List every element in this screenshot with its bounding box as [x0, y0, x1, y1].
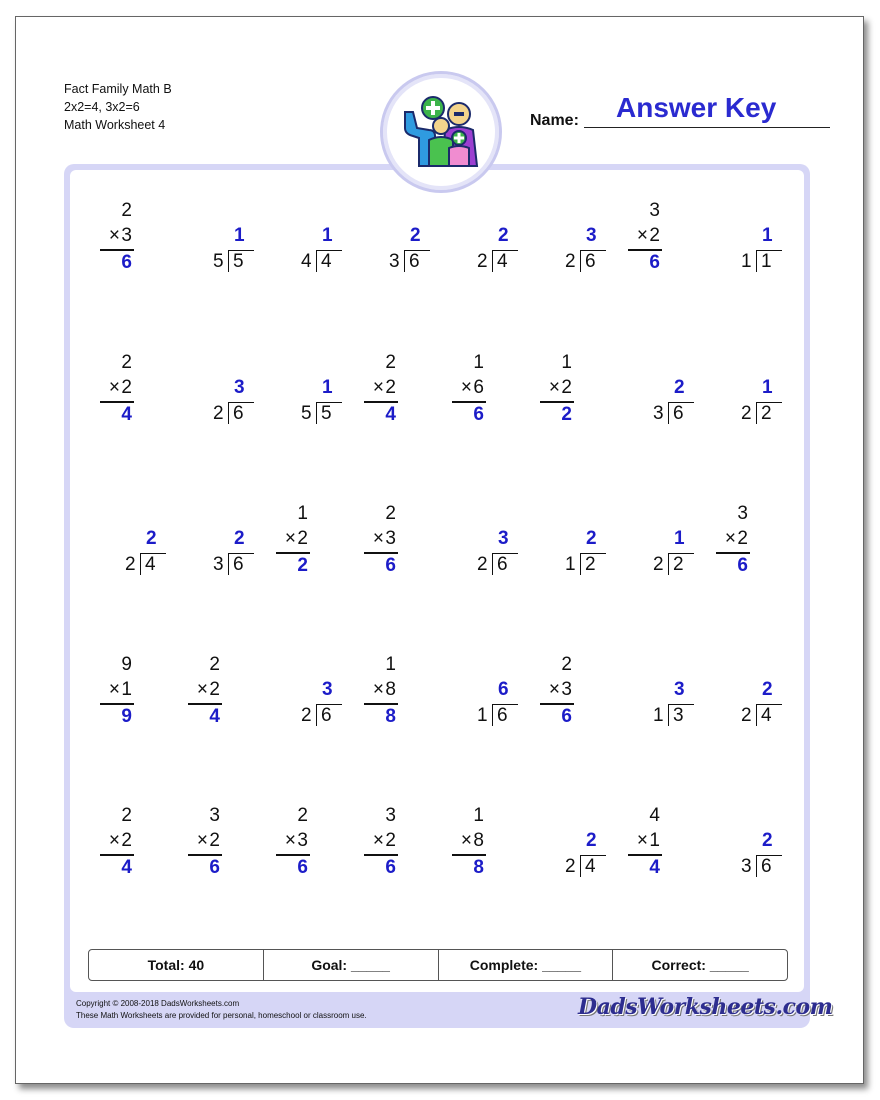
multiplier: 2 — [561, 377, 572, 398]
multiply-sign: × — [108, 830, 120, 851]
multiplication-problem — [98, 805, 168, 895]
answer-line — [716, 552, 750, 554]
copyright-notice — [76, 998, 367, 1022]
dividend: 2 — [673, 554, 684, 575]
division-bracket-side — [492, 250, 493, 272]
divisor: 2 — [477, 554, 488, 575]
problems-grid — [70, 170, 804, 992]
answer: 4 — [209, 706, 220, 727]
multiplicand: 2 — [385, 352, 396, 373]
quotient: 3 — [586, 225, 597, 246]
answer-line — [540, 703, 574, 705]
multiply-sign: × — [372, 679, 384, 700]
multiply-sign: × — [108, 679, 120, 700]
multiplicand: 1 — [385, 654, 396, 675]
division-problem — [538, 503, 608, 593]
multiplier: 8 — [473, 830, 484, 851]
multiplication-problem — [186, 654, 256, 744]
multiplier: 2 — [737, 528, 748, 549]
division-bracket-side — [668, 704, 669, 726]
answer: 4 — [385, 404, 396, 425]
answer: 6 — [649, 252, 660, 273]
divisor: 2 — [477, 251, 488, 272]
multiplicand: 3 — [649, 200, 660, 221]
multiplication-problem — [538, 352, 608, 442]
complete-field[interactable]: Complete: _____ — [439, 950, 614, 980]
multiplier: 6 — [473, 377, 484, 398]
divisor: 4 — [301, 251, 312, 272]
usage-notice: These Math Worksheets are provided for personal, homeschool or classroom use. — [76, 1011, 367, 1020]
multiply-sign: × — [372, 830, 384, 851]
quotient: 2 — [586, 528, 597, 549]
multiplication-problem — [362, 352, 432, 442]
quotient: 6 — [498, 679, 509, 700]
divisor: 1 — [477, 705, 488, 726]
multiplicand: 1 — [561, 352, 572, 373]
dividend: 6 — [233, 554, 244, 575]
multiplication-problem — [98, 654, 168, 744]
division-bracket-side — [580, 553, 581, 575]
multiply-sign: × — [548, 377, 560, 398]
answer: 8 — [385, 706, 396, 727]
total-count: Total: 40 — [89, 950, 264, 980]
dividend: 2 — [761, 403, 772, 424]
division-bracket-side — [228, 553, 229, 575]
multiplication-problem — [714, 503, 784, 593]
answer: 4 — [121, 857, 132, 878]
division-problem — [626, 503, 696, 593]
multiply-sign: × — [372, 528, 384, 549]
quotient: 2 — [586, 830, 597, 851]
answer-line — [100, 854, 134, 856]
quotient: 2 — [234, 528, 245, 549]
dividend: 5 — [321, 403, 332, 424]
multiplier: 2 — [121, 377, 132, 398]
multiplicand: 1 — [473, 805, 484, 826]
multiplication-problem — [98, 352, 168, 442]
division-problem — [450, 200, 520, 290]
answer: 6 — [209, 857, 220, 878]
multiplier: 2 — [649, 225, 660, 246]
multiplicand: 2 — [121, 805, 132, 826]
dividend: 6 — [233, 403, 244, 424]
dividend: 3 — [673, 705, 684, 726]
quotient: 2 — [410, 225, 421, 246]
division-problem — [450, 503, 520, 593]
dividend: 6 — [673, 403, 684, 424]
division-bracket-side — [316, 402, 317, 424]
answer-line — [188, 854, 222, 856]
multiplicand: 1 — [473, 352, 484, 373]
answer-line — [100, 703, 134, 705]
multiplier: 3 — [297, 830, 308, 851]
multiply-sign: × — [284, 528, 296, 549]
dividend: 5 — [233, 251, 244, 272]
multiplicand: 3 — [385, 805, 396, 826]
division-problem — [274, 654, 344, 744]
answer: 6 — [737, 555, 748, 576]
multiply-sign: × — [548, 679, 560, 700]
divisor: 5 — [213, 251, 224, 272]
multiply-sign: × — [724, 528, 736, 549]
worksheet-facts: 2x2=4, 3x2=6 — [64, 100, 140, 114]
multiplicand: 2 — [121, 200, 132, 221]
answer-key-label: Answer Key — [616, 92, 777, 123]
multiplication-problem — [450, 805, 520, 895]
divisor: 3 — [213, 554, 224, 575]
answer-line — [364, 552, 398, 554]
divisor: 2 — [565, 856, 576, 877]
division-problem — [98, 503, 168, 593]
answer-line — [628, 854, 662, 856]
division-problem — [450, 654, 520, 744]
division-bracket-side — [668, 402, 669, 424]
dividend: 4 — [145, 554, 156, 575]
multiplication-problem — [274, 805, 344, 895]
problems-frame — [64, 164, 810, 1028]
multiplication-problem — [626, 805, 696, 895]
dividend: 6 — [761, 856, 772, 877]
dividend: 6 — [321, 705, 332, 726]
answer-line — [452, 401, 486, 403]
dividend: 2 — [585, 554, 596, 575]
dividend: 4 — [585, 856, 596, 877]
answer: 2 — [297, 555, 308, 576]
divisor: 2 — [301, 705, 312, 726]
answer: 4 — [649, 857, 660, 878]
multiplicand: 3 — [209, 805, 220, 826]
multiplier: 2 — [385, 830, 396, 851]
multiplier: 1 — [121, 679, 132, 700]
multiplicand: 9 — [121, 654, 132, 675]
multiplier: 3 — [385, 528, 396, 549]
dividend: 6 — [497, 705, 508, 726]
answer-line — [628, 249, 662, 251]
answer-line — [364, 854, 398, 856]
dividend: 4 — [761, 705, 772, 726]
dividend: 6 — [497, 554, 508, 575]
worksheet-title: Fact Family Math B — [64, 82, 172, 96]
divisor: 3 — [653, 403, 664, 424]
division-problem — [274, 200, 344, 290]
quotient: 3 — [322, 679, 333, 700]
divisor: 2 — [741, 705, 752, 726]
divisor: 5 — [301, 403, 312, 424]
multiplication-problem — [362, 805, 432, 895]
division-problem — [186, 503, 256, 593]
division-bracket-side — [756, 402, 757, 424]
division-bracket-side — [756, 855, 757, 877]
multiplication-problem — [98, 200, 168, 290]
multiplicand: 2 — [297, 805, 308, 826]
answer-line — [452, 854, 486, 856]
divisor: 1 — [653, 705, 664, 726]
answer: 6 — [297, 857, 308, 878]
answer-line — [276, 854, 310, 856]
answer: 6 — [385, 857, 396, 878]
multiplication-problem — [450, 352, 520, 442]
division-problem — [274, 352, 344, 442]
multiplicand: 1 — [297, 503, 308, 524]
quotient: 1 — [322, 377, 333, 398]
quotient: 3 — [234, 377, 245, 398]
division-problem — [626, 654, 696, 744]
divisor: 2 — [653, 554, 664, 575]
multiplier: 2 — [209, 830, 220, 851]
division-problem — [186, 352, 256, 442]
answer: 4 — [121, 404, 132, 425]
multiplier: 2 — [297, 528, 308, 549]
answer: 8 — [473, 857, 484, 878]
multiply-sign: × — [636, 830, 648, 851]
division-bracket-side — [316, 250, 317, 272]
answer: 9 — [121, 706, 132, 727]
divisor: 2 — [565, 251, 576, 272]
brand-logo: DadsWorksheets.com — [578, 994, 833, 1020]
dividend: 6 — [585, 251, 596, 272]
division-bracket-side — [316, 704, 317, 726]
division-problem — [362, 200, 432, 290]
multiplicand: 2 — [385, 503, 396, 524]
quotient: 2 — [498, 225, 509, 246]
divisor: 3 — [389, 251, 400, 272]
multiplication-problem — [274, 503, 344, 593]
multiplication-problem — [538, 654, 608, 744]
divisor: 2 — [125, 554, 136, 575]
goal-field[interactable]: Goal: _____ — [264, 950, 439, 980]
multiplicand: 2 — [561, 654, 572, 675]
division-problem — [538, 805, 608, 895]
answer-line — [364, 703, 398, 705]
divisor: 1 — [565, 554, 576, 575]
answer: 6 — [561, 706, 572, 727]
division-bracket-side — [580, 250, 581, 272]
multiplicand: 2 — [121, 352, 132, 373]
answer-line — [540, 401, 574, 403]
name-line — [584, 127, 830, 128]
multiplication-problem — [186, 805, 256, 895]
quotient: 2 — [146, 528, 157, 549]
answer-line — [364, 401, 398, 403]
multiplication-problem — [362, 503, 432, 593]
quotient: 3 — [498, 528, 509, 549]
answer: 6 — [385, 555, 396, 576]
worksheet-number: Math Worksheet 4 — [64, 118, 166, 132]
correct-field[interactable]: Correct: _____ — [651, 957, 749, 973]
multiplicand: 3 — [737, 503, 748, 524]
division-problem — [538, 200, 608, 290]
name-label: Name: — [530, 112, 579, 129]
division-problem — [714, 200, 784, 290]
worksheet-info — [64, 80, 172, 134]
totals-bar — [88, 949, 788, 981]
division-problem — [626, 352, 696, 442]
division-problem — [714, 654, 784, 744]
answer: 2 — [561, 404, 572, 425]
dividend: 4 — [497, 251, 508, 272]
multiplicand: 2 — [209, 654, 220, 675]
multiply-sign: × — [460, 830, 472, 851]
family-math-icon — [380, 71, 502, 193]
division-bracket-side — [580, 855, 581, 877]
answer-line — [100, 401, 134, 403]
quotient: 1 — [322, 225, 333, 246]
divisor: 2 — [741, 403, 752, 424]
division-problem — [186, 200, 256, 290]
division-bracket-side — [228, 250, 229, 272]
quotient: 1 — [762, 225, 773, 246]
multiplicand: 4 — [649, 805, 660, 826]
multiply-sign: × — [108, 225, 120, 246]
multiplier: 3 — [121, 225, 132, 246]
division-problem — [714, 352, 784, 442]
divisor: 1 — [741, 251, 752, 272]
division-bracket-side — [492, 704, 493, 726]
multiplier: 2 — [209, 679, 220, 700]
division-bracket-side — [228, 402, 229, 424]
quotient: 2 — [674, 377, 685, 398]
dividend: 1 — [761, 251, 772, 272]
multiply-sign: × — [196, 679, 208, 700]
multiplier: 2 — [121, 830, 132, 851]
multiplier: 2 — [385, 377, 396, 398]
multiply-sign: × — [196, 830, 208, 851]
quotient: 3 — [674, 679, 685, 700]
multiply-sign: × — [460, 377, 472, 398]
divisor: 2 — [213, 403, 224, 424]
division-bracket-side — [404, 250, 405, 272]
multiplication-problem — [362, 654, 432, 744]
copyright-text: Copyright © 2008-2018 DadsWorksheets.com — [76, 999, 240, 1008]
multiply-sign: × — [372, 377, 384, 398]
answer-line — [100, 249, 134, 251]
quotient: 1 — [234, 225, 245, 246]
division-bracket-side — [756, 704, 757, 726]
quotient: 1 — [674, 528, 685, 549]
answer-line — [276, 552, 310, 554]
multiplier: 1 — [649, 830, 660, 851]
multiply-sign: × — [636, 225, 648, 246]
quotient: 2 — [762, 830, 773, 851]
division-bracket-side — [140, 553, 141, 575]
answer: 6 — [473, 404, 484, 425]
quotient: 1 — [762, 377, 773, 398]
answer-line — [188, 703, 222, 705]
division-bracket-side — [668, 553, 669, 575]
division-bracket-side — [492, 553, 493, 575]
quotient: 2 — [762, 679, 773, 700]
multiplication-problem — [626, 200, 696, 290]
dividend: 4 — [321, 251, 332, 272]
multiply-sign: × — [108, 377, 120, 398]
dividend: 6 — [409, 251, 420, 272]
divisor: 3 — [741, 856, 752, 877]
answer: 6 — [121, 252, 132, 273]
multiplier: 3 — [561, 679, 572, 700]
division-problem — [714, 805, 784, 895]
multiplier: 8 — [385, 679, 396, 700]
division-bracket-side — [756, 250, 757, 272]
name-field[interactable] — [530, 92, 832, 132]
multiply-sign: × — [284, 830, 296, 851]
